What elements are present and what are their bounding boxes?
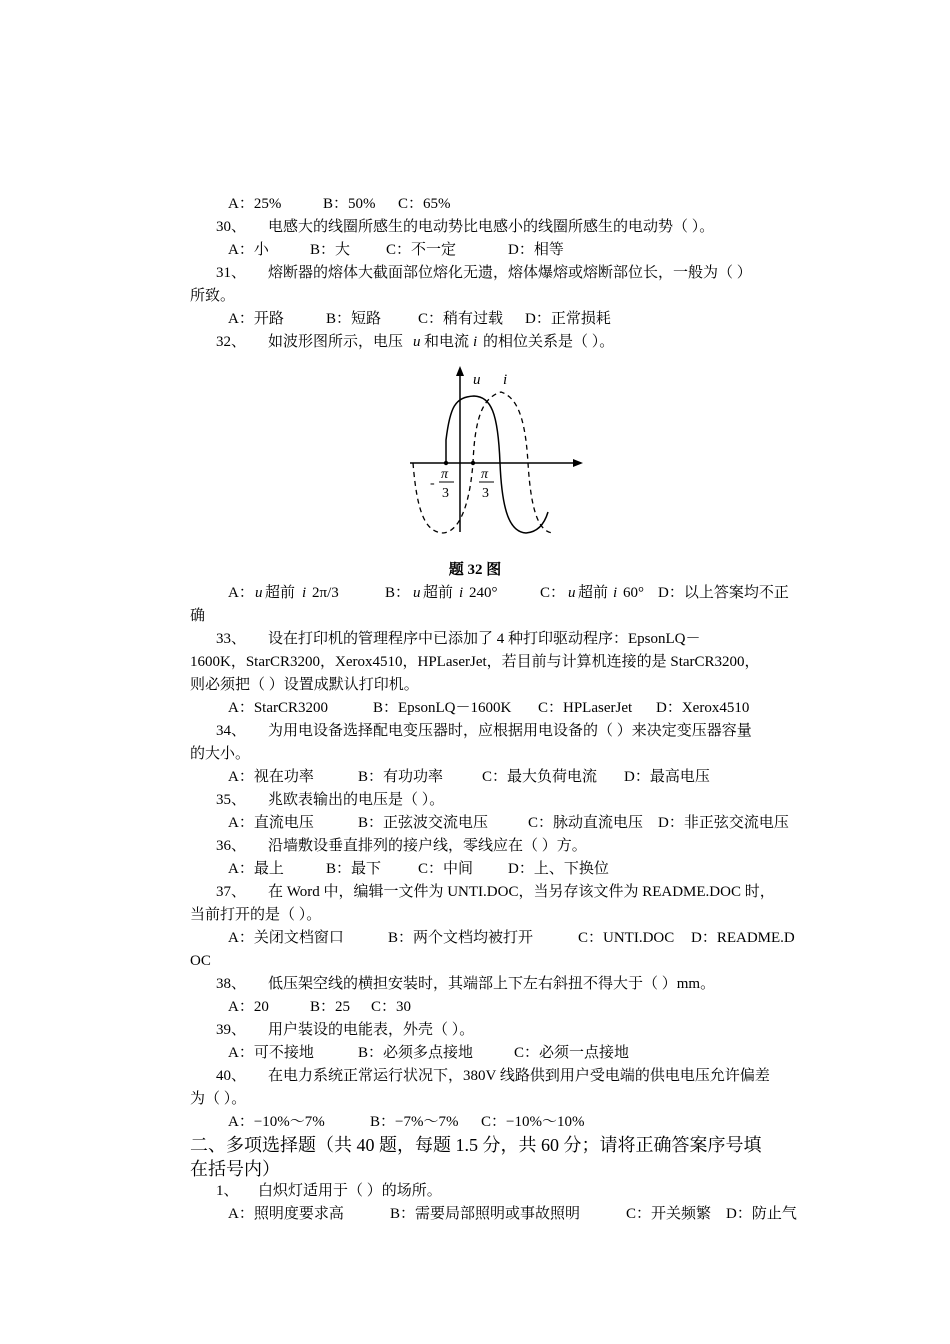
- q33-stem-cont: [0, 651, 950, 674]
- q40-stem-cont: [0, 1088, 950, 1111]
- q34-text: 为用电设备选择配电变压器时，应根据用电设备的（ ）来决定变压器容量: [268, 723, 752, 739]
- q38-option-c: C：30: [371, 999, 412, 1015]
- figure-pi-left: π: [441, 467, 449, 482]
- q38-options: [0, 996, 950, 1019]
- q32-option-c-i: i: [613, 585, 618, 601]
- q34-options: [0, 766, 950, 789]
- q30-options: [0, 239, 950, 262]
- q32-option-a-i: i: [302, 585, 307, 601]
- section2-heading: [0, 1132, 950, 1158]
- section2-heading-cont: [0, 1156, 950, 1182]
- figure-pi-right: π: [481, 467, 489, 482]
- q35-option-d: D：非正弦交流电压: [658, 815, 789, 831]
- q37-option-d: D：README.D: [691, 930, 795, 946]
- q40-option-a: A：−10%～7%: [228, 1114, 325, 1130]
- figure-minus-sign: -: [430, 476, 435, 491]
- q33-options: [0, 697, 950, 720]
- q31-option-c: C：稍有过载: [418, 311, 504, 327]
- m1-options: [0, 1203, 950, 1226]
- q33-option-b: B：EpsonLQ－1600K: [373, 700, 512, 716]
- q32-options: [0, 582, 950, 605]
- q34-stem: [0, 720, 950, 743]
- q36-options: [0, 858, 950, 881]
- q32-option-a-label: A：: [228, 585, 254, 601]
- section2-heading-line2: 在括号内）: [190, 1159, 280, 1179]
- q34-stem-cont: [0, 743, 950, 766]
- q32-option-c-u: u: [568, 585, 576, 601]
- q33-option-c: C：HPLaserJet: [538, 700, 633, 716]
- q31-options: [0, 308, 950, 331]
- q36-number: 36、: [216, 838, 247, 854]
- q40-options: [0, 1111, 950, 1134]
- q32-text-pre: 如波形图所示，电压: [268, 334, 404, 350]
- q33-stem: [0, 628, 950, 651]
- q29-option-a: A：25%: [228, 196, 282, 212]
- q30-option-d: D：相等: [508, 242, 564, 258]
- q30-option-b: B：大: [310, 242, 351, 258]
- q33-option-d: D：Xerox4510: [656, 700, 750, 716]
- q36-text: 沿墙敷设垂直排列的接户线，零线应在（ ）方。: [268, 838, 587, 854]
- q31-number: 31、: [216, 265, 247, 281]
- q34-text-cont: 的大小。: [190, 746, 251, 762]
- q39-text: 用户装设的电能表，外壳（ ）。: [268, 1022, 475, 1038]
- q37-option-a: A：关闭文档窗口: [228, 930, 344, 946]
- q31-option-d: D：正常损耗: [525, 311, 611, 327]
- q32-option-a-post: 2π/3: [312, 585, 339, 601]
- q40-text: 在电力系统正常运行状况下，380V 线路供到用户受电端的供电电压允许偏差: [268, 1068, 770, 1084]
- q32-options-cont: [0, 605, 950, 628]
- q34-option-a: A：视在功率: [228, 769, 314, 785]
- q33-stem-cont2: [0, 674, 950, 697]
- q30-number: 30、: [216, 219, 247, 235]
- q32-option-b-post: 240°: [469, 585, 498, 601]
- q38-option-b: B：25: [310, 999, 351, 1015]
- voltage-zero-point: [444, 461, 448, 465]
- q35-text: 兆欧表输出的电压是（ ）。: [268, 792, 445, 808]
- q38-number: 38、: [216, 976, 247, 992]
- q32-option-c-post: 60°: [623, 585, 644, 601]
- q35-number: 35、: [216, 792, 247, 808]
- section2-heading-line1: 二、多项选择题（共 40 题，每题 1.5 分，共 60 分；请将正确答案序号填: [190, 1135, 762, 1155]
- time-axis-arrow: [573, 459, 583, 467]
- q40-option-b: B：−7%～7%: [370, 1114, 459, 1130]
- q33-text: 设在打印机的管理程序中已添加了 4 种打印驱动程序：EpsonLQ－: [268, 631, 701, 647]
- m1-stem: [0, 1180, 950, 1203]
- q35-option-a: A：直流电压: [228, 815, 314, 831]
- voltage-curve: [446, 396, 548, 533]
- q33-text-cont: 1600K，StarCR3200，Xerox4510，HPLaserJet，若目前与计算机连接的是 StarCR3200，: [190, 654, 760, 670]
- q31-stem: [0, 262, 950, 285]
- m1-option-a: A：照明度要求高: [228, 1206, 344, 1222]
- q35-option-c: C：脉动直流电压: [528, 815, 644, 831]
- q37-options: [0, 927, 950, 950]
- q38-option-a: A：20: [228, 999, 269, 1015]
- q33-text-cont2: 则必须把（ ）设置成默认打印机。: [190, 677, 419, 693]
- q34-option-c: C：最大负荷电流: [482, 769, 598, 785]
- q32-u: u: [413, 334, 421, 350]
- q36-option-c: C：中间: [418, 861, 474, 877]
- q38-stem: [0, 973, 950, 996]
- q34-number: 34、: [216, 723, 247, 739]
- q40-option-c: C：−10%～10%: [481, 1114, 585, 1130]
- q32-option-b-u: u: [413, 585, 421, 601]
- q32-option-c-mid: 超前: [578, 585, 609, 601]
- amplitude-axis-arrow: [456, 366, 464, 376]
- q40-text-cont: 为（ ）。: [190, 1091, 247, 1107]
- q30-text: 电感大的线圈所感生的电动势比电感小的线圈所感生的电动势（ ）。: [268, 219, 715, 235]
- q36-option-a: A：最上: [228, 861, 284, 877]
- figure-three-left: 3: [442, 486, 449, 501]
- figure-three-right: 3: [482, 486, 489, 501]
- q30-stem: [0, 216, 950, 239]
- q31-option-b: B：短路: [326, 311, 382, 327]
- q36-option-b: B：最下: [326, 861, 382, 877]
- q39-option-c: C：必须一点接地: [514, 1045, 630, 1061]
- q37-stem-cont: [0, 904, 950, 927]
- q30-option-c: C：不一定: [386, 242, 457, 258]
- q37-option-c: C：UNTI.DOC: [578, 930, 675, 946]
- q32-option-b-i: i: [459, 585, 464, 601]
- q37-option-b: B：两个文档均被打开: [388, 930, 534, 946]
- q39-option-b: B：必须多点接地: [358, 1045, 474, 1061]
- q37-stem: [0, 881, 950, 904]
- q32-option-c-label: C：: [540, 585, 566, 601]
- q32-option-a-u: u: [255, 585, 263, 601]
- q34-option-d: D：最高电压: [624, 769, 710, 785]
- q36-stem: [0, 835, 950, 858]
- q29-option-c: C：65%: [398, 196, 451, 212]
- q37-text-cont: 当前打开的是（ ）。: [190, 907, 322, 923]
- q32-option-d: D：以上答案均不正: [658, 585, 789, 601]
- q32-stem: [0, 331, 950, 354]
- m1-number: 1、: [216, 1183, 239, 1199]
- q29-option-b: B：50%: [323, 196, 376, 212]
- q40-stem: [0, 1065, 950, 1088]
- q39-option-a: A：可不接地: [228, 1045, 314, 1061]
- q38-text: 低压架空线的横担安装时，其端部上下左右斜扭不得大于（ ）mm。: [268, 976, 716, 992]
- q31-text-cont: 所致。: [190, 288, 236, 304]
- q36-option-d: D：上、下换位: [508, 861, 609, 877]
- q32-option-b-label: B：: [385, 585, 411, 601]
- q35-stem: [0, 789, 950, 812]
- m1-option-d: D：防止气: [726, 1206, 797, 1222]
- q32-option-b-mid: 超前: [423, 585, 454, 601]
- m1-option-b: B：需要局部照明或事故照明: [390, 1206, 581, 1222]
- q29-options: [0, 193, 950, 216]
- q32-text-post: 的相位关系是（ ）。: [483, 334, 615, 350]
- q31-option-a: A：开路: [228, 311, 284, 327]
- q39-stem: [0, 1019, 950, 1042]
- figure-label-u: u: [473, 372, 481, 388]
- q31-stem-cont: [0, 285, 950, 308]
- q32-text-mid: 和电流: [424, 334, 470, 350]
- q39-options: [0, 1042, 950, 1065]
- figure-label-i: i: [503, 372, 508, 388]
- q39-number: 39、: [216, 1022, 247, 1038]
- q32-i: i: [473, 334, 478, 350]
- q35-options: [0, 812, 950, 835]
- q33-number: 33、: [216, 631, 247, 647]
- m1-text: 白炽灯适用于（ ）的场所。: [258, 1183, 442, 1199]
- q40-number: 40、: [216, 1068, 247, 1084]
- q37-options-cont: [0, 950, 950, 973]
- q37-number: 37、: [216, 884, 247, 900]
- q32-option-d-cont: 确: [190, 608, 206, 624]
- q31-text: 熔断器的熔体大截面部位熔化无遗，熔体爆熔或熔断部位长，一般为（ ）: [268, 265, 752, 281]
- m1-option-c: C：开关频繁: [626, 1206, 712, 1222]
- waveform-figure: [405, 362, 587, 540]
- q32-option-a-mid: 超前: [265, 585, 296, 601]
- figure-caption: 题 32 图: [448, 562, 502, 578]
- current-zero-point: [471, 461, 475, 465]
- q32-number: 32、: [216, 334, 247, 350]
- q33-option-a: A：StarCR3200: [228, 700, 329, 716]
- q37-text: 在 Word 中，编辑一文件为 UNTI.DOC，当另存该文件为 README.DOC 时，: [268, 884, 775, 900]
- q35-option-b: B：正弦波交流电压: [358, 815, 489, 831]
- q34-option-b: B：有功功率: [358, 769, 444, 785]
- q30-option-a: A：小: [228, 242, 269, 258]
- q37-option-d-cont: OC: [190, 953, 211, 969]
